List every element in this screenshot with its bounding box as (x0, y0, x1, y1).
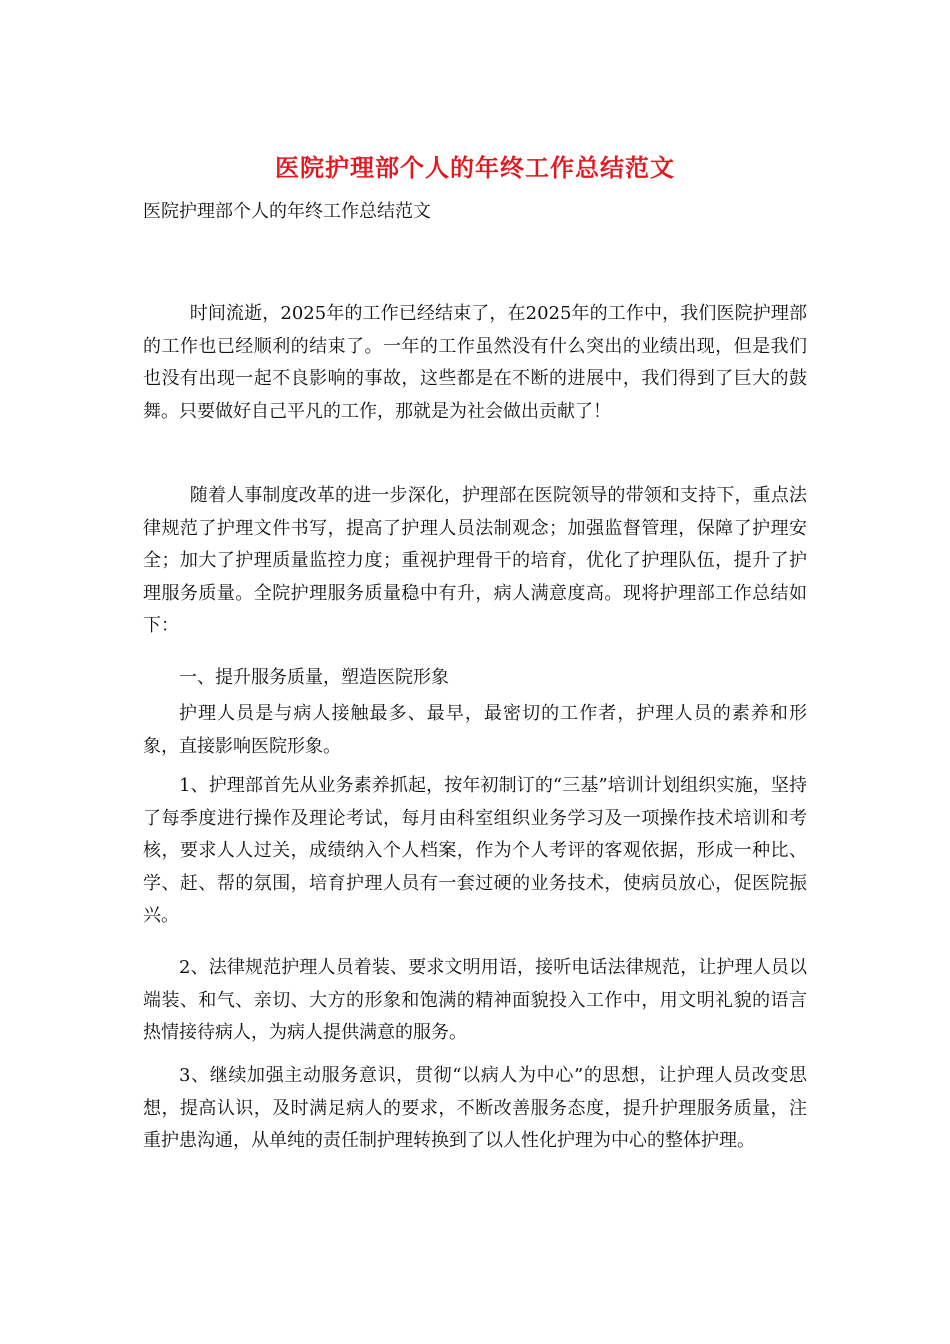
paragraph-section-intro: 护理人员是与病人接触最多、最早，最密切的工作者，护理人员的素养和形象，直接影响医院形象。 (143, 703, 807, 757)
document-title: 医院护理部个人的年终工作总结范文 (275, 153, 675, 182)
document-subtitle: 医院护理部个人的年终工作总结范文 (143, 201, 431, 222)
paragraph-item-1: 1、护理部首先从业务素养抓起，按年初制订的“三基”培训计划组织实施，坚持了每季度进行操作及理论考试，每月由科室组织业务学习及一项操作技术培训和考核，要求人人过关，成绩纳入个人档案，作为个人考评的客观依据，形成一种比、学、赶、帮的氛围，培育护理人员有一套过硬的业务技术，使病员放心，促医院振兴。 (143, 775, 807, 926)
paragraph-overview: 随着人事制度改革的进一步深化，护理部在医院领导的带领和支持下，重点法律规范了护理文件书写，提高了护理人员法制观念；加强监督管理，保障了护理安全；加大了护理质量监控力度；重视护理骨干的培育，优化了护理队伍，提升了护理服务质量。全院护理服务质量稳中有升，病人满意度高。现将护理部工作总结如下： (143, 485, 807, 636)
paragraph-intro: 时间流逝，2025年的工作已经结束了，在2025年的工作中，我们医院护理部的工作也已经顺利的结束了。一年的工作虽然没有什么突出的业绩出现，但是我们也没有出现一起不良影响的事故，这些都是在不断的进展中，我们得到了巨大的鼓舞。只要做好自己平凡的工作，那就是为社会做出贡献了！ (143, 303, 807, 422)
section-heading: 一、提升服务质量，塑造医院形象 (179, 667, 449, 688)
paragraph-item-3: 3、继续加强主动服务意识，贯彻“以病人为中心”的思想，让护理人员改变思想，提高认识，及时满足病人的要求，不断改善服务态度，提升护理服务质量，注重护患沟通，从单纯的责任制护理转换到了以人性化护理为中心的整体护理。 (143, 1065, 807, 1151)
paragraph-item-2: 2、法律规范护理人员着装、要求文明用语，接听电话法律规范，让护理人员以端装、和气、亲切、大方的形象和饱满的精神面貌投入工作中，用文明礼貌的语言热情接待病人，为病人提供满意的服务。 (143, 957, 807, 1043)
